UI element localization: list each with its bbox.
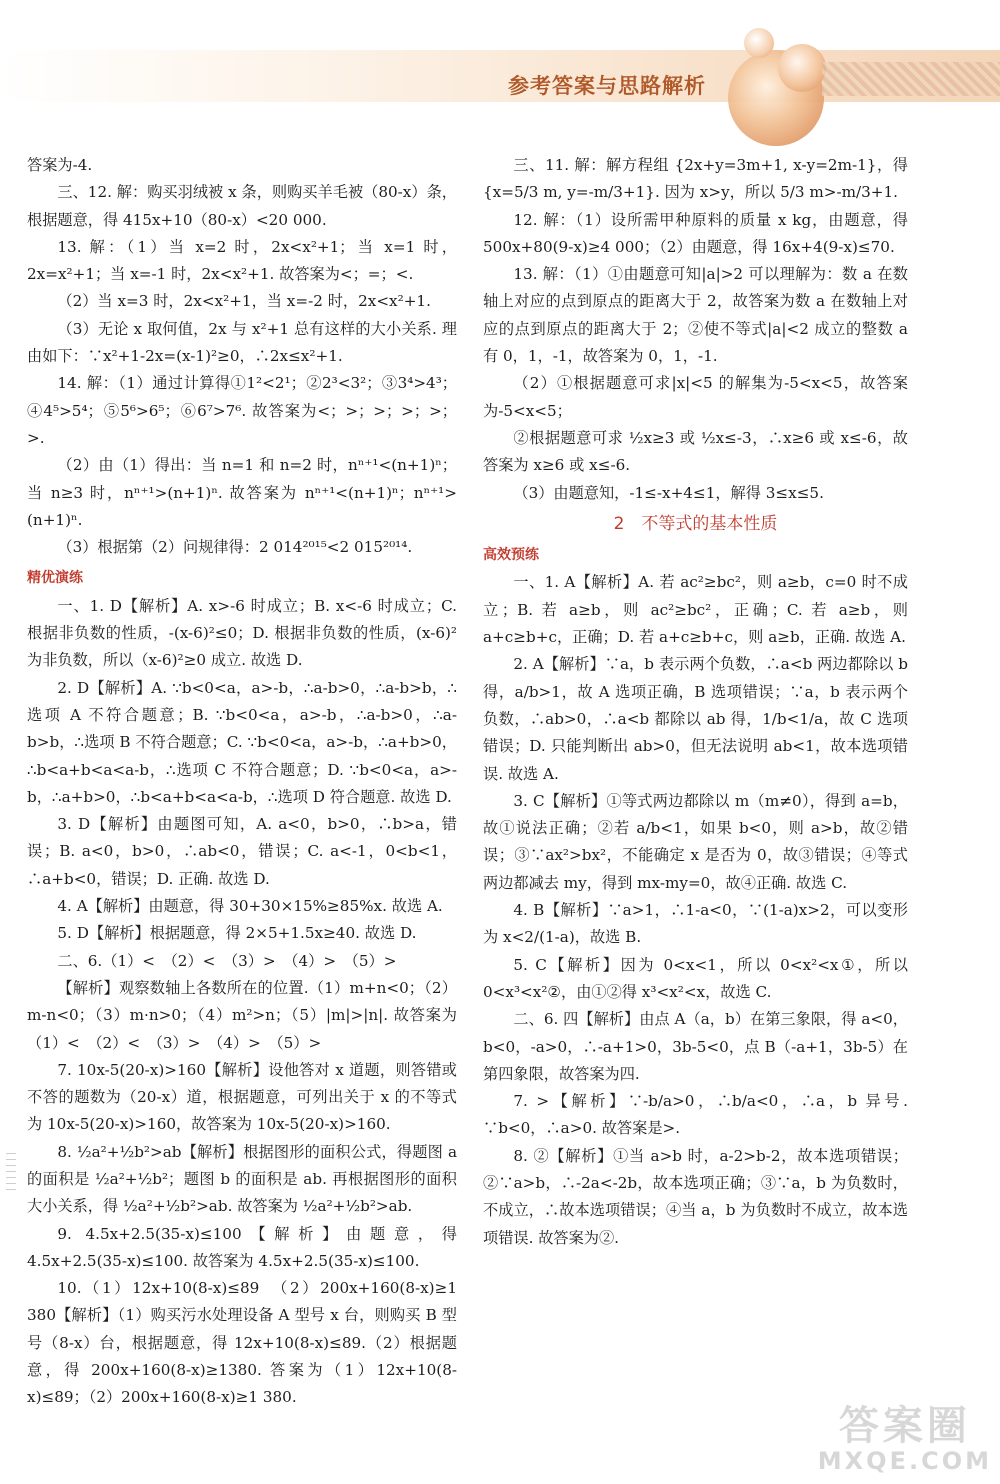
margin-marks [6, 1150, 16, 1190]
answer-paragraph: 8. ½a²+½b²>ab【解析】根据图形的面积公式，得题图 a 的面积是 ½a²+½b²；题图 b 的面积是 ab. 再根据图形的面积大小关系，得 ½a²+½b²>ab. 故答案为 ½a²+½b²>ab. [27, 1142, 457, 1216]
answer-paragraph: 7. 10x-5(20-x)>160【解析】设他答对 x 道题，则答错或不答的题数为（20-x）道，根据题意，可列出关于 x 的不等式为 10x-5(20-x)>160，故答案为 10x-5(20-x)>160. [27, 1060, 457, 1134]
answer-paragraph: （3）由题意知，-1≤-x+4≤1，解得 3≤x≤5. [513, 483, 824, 502]
answer-paragraph: 二、6.（1）< （2）< （3）> （4）> （5）> [57, 951, 397, 970]
page-header-title: 参考答案与思路解析 [508, 74, 706, 98]
answer-paragraph: 5. D【解析】根据题意，得 2×5+1.5x≥40. 故选 D. [57, 924, 417, 943]
left-column [27, 152, 457, 1412]
answer-paragraph: 三、12. 解：购买羽绒被 x 条，则购买羊毛被（80-x）条，根据题意，得 415x+10（80-x）<20 000. [27, 183, 457, 229]
answer-paragraph: （2）当 x=3 时，2x<x²+1，当 x=-2 时，2x<x²+1. [57, 292, 431, 311]
section-label: 高效预练 [483, 547, 539, 564]
answer-paragraph: 【解析】观察数轴上各数所在的位置.（1）m+n<0；（2）m-n<0；（3）m·n>0；（4）m²>n；（5）|m|>|n|. 故答案为（1）< （2）< （3）> （4）> （5）> [27, 978, 457, 1052]
decorative-orb [778, 44, 826, 92]
watermark-logo [818, 1404, 992, 1474]
answer-paragraph: 2. D【解析】A. ∵b<0<a，a>-b，∴a-b>0，∴a-b>b，∴选项 A 不符合题意；B. ∵b<0<a，a>-b，∴a-b>0，∴a-b>b，∴选项 B 不符合题意；C. ∵b<0<a，a>-b，∴a+b>0，∴b<a+b<a<a-b，∴选项 C 不符合题意；D. ∵b<0<a，a>-b，∴a+b>0，∴b<a+b<a<a-b，∴选项 D 符合题意. 故选 D. [27, 678, 457, 806]
answer-paragraph: 2. A【解析】∵a，b 表示两个负数，∴a<b 两边都除以 b 得，a/b>1，故 A 选项正确，B 选项错误；∵a，b 表示两个负数，∴ab>0，∴a<b 都除以 ab 得，1/b<1/a，故 C 选项错误；D. 只能判断出 ab>0，但无法说明 ab<1，故本选项错误. 故选 A. [483, 655, 908, 783]
answer-paragraph: 5. C【解析】因为 0<x<1，所以 0<x²<x①，所以 0<x³<x²②，由①②得 x³<x²<x，故选 C. [483, 955, 908, 1001]
answer-paragraph: 答案为-4. [27, 156, 93, 174]
answer-paragraph: （3）根据第（2）问规律得：2 014²⁰¹⁵<2 015²⁰¹⁴. [57, 538, 413, 557]
watermark-url: MXQE.COM [817, 1446, 992, 1475]
answer-paragraph: （2）①根据题意可求|x|<5 的解集为-5<x<5，故答案为-5<x<5； [483, 374, 908, 420]
watermark-text: 答案圈 [838, 1402, 971, 1449]
answer-paragraph: （3）无论 x 取何值，2x 与 x²+1 总有这样的大小关系. 理由如下：∵x²+1-2x=(x-1)²≥0，∴2x≤x²+1. [27, 319, 457, 366]
section-label: 精优演练 [27, 570, 83, 587]
answer-paragraph: 三、11. 解：解方程组 {2x+y=3m+1, x-y=2m-1}，得 {x=5/3 m, y=-m/3+1}. 因为 x>y，所以 5/3 m>-m/3+1. [483, 156, 908, 202]
answer-paragraph: 9. 4.5x+2.5(35-x)≤100【解析】由题意，得 4.5x+2.5(35-x)≤100. 故答案为 4.5x+2.5(35-x)≤100. [27, 1224, 457, 1270]
section-title: 2 不等式的基本性质 [613, 513, 778, 534]
answer-paragraph: ②根据题意可求 ½x≥3 或 ½x≤-3，∴x≥6 或 x≤-6，故答案为 x≥6 或 x≤-6. [483, 428, 908, 475]
answer-paragraph: 3. D【解析】由题图可知，A. a<0，b>0，∴b>a，错误；B. a<0，b>0，∴ab<0，错误；C. a<-1，0<b<1，∴a+b<0，错误；D. 正确. 故选 D. [27, 815, 457, 888]
answer-paragraph: 8. ②【解析】①当 a>b 时，a-2>b-2，故本选项错误；②∵a>b，∴-2a<-2b，故本选项正确；③∵a，b 为负数时，不成立，∴故本选项错误；④当 a，b 为负数时不成立，故本选项错误. 故答案为②. [483, 1146, 908, 1247]
answer-paragraph: 3. C【解析】①等式两边都除以 m（m≠0），得到 a=b，故①说法正确；②若 a/b<1，如果 b<0，则 a>b，故②错误；③∵ax²>bx²，不能确定 x 是否为 0，故③错误；④等式两边都减去 my，得到 mx-my=0，故④正确. 故选 C. [483, 791, 908, 892]
answer-paragraph: 12. 解：（1）设所需甲种原料的质量 x kg，由题意，得 500x+80(9-x)≥4 000；（2）由题意，得 16x+4(9-x)≤70. [483, 210, 908, 256]
answer-paragraph: 4. B【解析】∵a>1，∴1-a<0，∵(1-a)x>2，可以变形为 x<2/(1-a)，故选 B. [483, 901, 908, 947]
header-pattern [822, 62, 1000, 96]
decorative-orb [744, 28, 774, 58]
answer-paragraph: 13. 解：（1）当 x=2 时，2x<x²+1；当 x=1 时，2x=x²+1；当 x=-1 时，2x<x²+1. 故答案为<；=；<. [27, 237, 457, 284]
answer-paragraph: 14. 解：（1）通过计算得①1²<2¹；②2³<3²；③3⁴>4³；④4⁵>5⁴；⑤5⁶>6⁵；⑥6⁷>7⁶. 故答案为<；>；>；>；>；>. [27, 374, 457, 447]
answer-paragraph: 13. 解：（1）①由题意可知|a|>2 可以理解为：数 a 在数轴上对应的点到原点的距离大于 2，故答案为数 a 在数轴上对应的点到原点的距离大于 2；②使不等式|a|<2 成立的整数 a 有 0，1，-1，故答案为 0，1，-1. [483, 265, 908, 366]
answer-paragraph: 7. >【解析】∵-b/a>0，∴b/a<0，∴a，b 异号. ∵b<0，∴a>0. 故答案是>. [483, 1092, 908, 1138]
right-column [483, 152, 908, 1252]
answer-paragraph: 二、6. 四【解析】由点 A（a，b）在第三象限，得 a<0，b<0，-a>0，∴-a+1>0，3b-5<0，点 B（-a+1，3b-5）在第四象限，故答案为四. [483, 1010, 908, 1083]
answer-paragraph: 10.（1）12x+10(8-x)≤89 （2）200x+160(8-x)≥1 380【解析】（1）购买污水处理设备 A 型号 x 台，则购买 B 型号（8-x）台，根据题意，得 12x+10(8-x)≤89.（2）根据题意，得 200x+160(8-x)≥1380. 答案为（1）12x+10(8-x)≤89；（2）200x+160(8-x)≥1 380. [27, 1279, 457, 1407]
answer-paragraph: 一、1. A【解析】A. 若 ac²≥bc²，则 a≥b，c=0 时不成立；B. 若 a≥b，则 ac²≥bc²，正确；C. 若 a≥b，则 a+c≥b+c，正确；D. 若 a+c≥b+c，则 a≥b，正确. 故选 A. [483, 573, 908, 647]
answer-paragraph: 4. A【解析】由题意，得 30+30×15%≥85%x. 故选 A. [57, 897, 443, 916]
answer-paragraph: （2）由（1）得出：当 n=1 和 n=2 时，nⁿ⁺¹<(n+1)ⁿ；当 n≥3 时，nⁿ⁺¹>(n+1)ⁿ. 故答案为 nⁿ⁺¹<(n+1)ⁿ；nⁿ⁺¹>(n+1)ⁿ. [27, 456, 457, 529]
answer-paragraph: 一、1. D【解析】A. x>-6 时成立；B. x<-6 时成立；C. 根据非负数的性质，-(x-6)²≤0；D. 根据非负数的性质，(x-6)² 为非负数，所以（x-6)²≥0 成立. 故选 D. [27, 596, 457, 670]
